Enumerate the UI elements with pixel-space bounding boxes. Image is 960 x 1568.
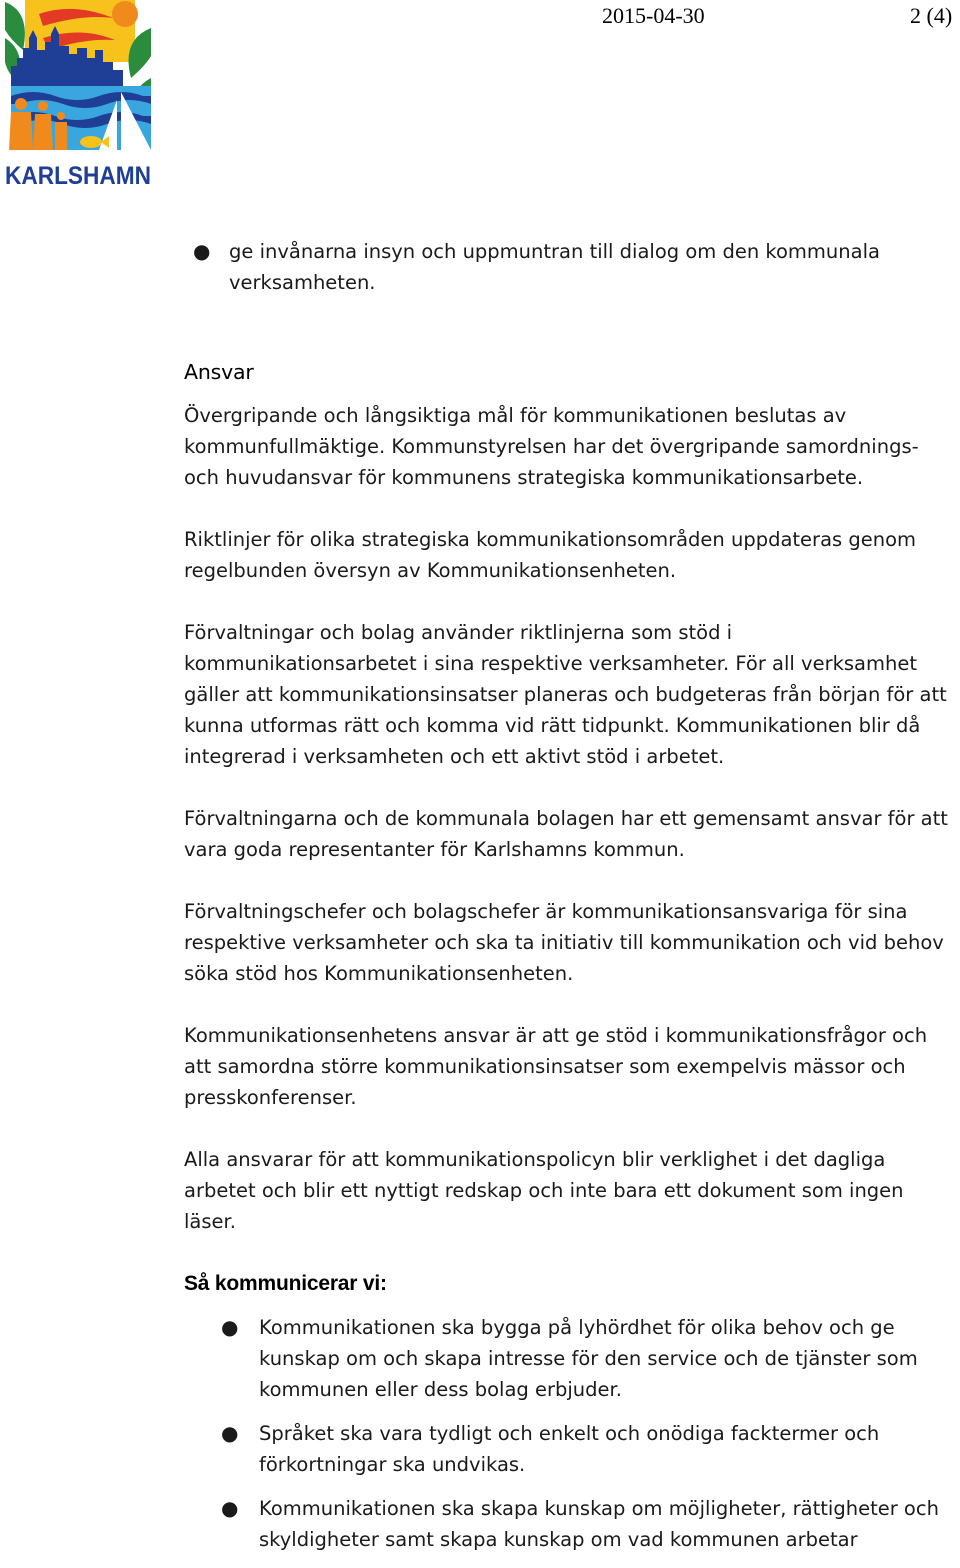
bullet-icon: ● xyxy=(221,1421,239,1445)
paragraph: Förvaltningschefer och bolagschefer är kommunikationsansvariga för sina respektive verksamheter och ska ta initiativ till kommunikation och vid behov söka stöd hos Kommunikationsenheten. xyxy=(184,900,944,985)
karlshamn-logo xyxy=(3,0,153,188)
paragraph: Riktlinjer för olika strategiska kommunikationsområden uppdateras genom regelbunden översyn av Kommunikationsenheten. xyxy=(184,528,917,582)
list-item xyxy=(184,236,959,298)
list-item xyxy=(184,1312,959,1405)
paragraph: Övergripande och långsiktiga mål för kommunikationen beslutas av kommunfullmäktige. Kommunstyrelsen har det övergripande samordnings- och huvudansvar för kommunens strategiska kommunikationsarbete. xyxy=(184,404,919,489)
list-item-text: Kommunikationen ska skapa kunskap om möjligheter, rättigheter och skyldigheter samt skapa kunskap om vad kommunen arbetar xyxy=(259,1497,939,1551)
logo-text: KARLSHAMN xyxy=(5,162,151,188)
list-item-text: Kommunikationen ska bygga på lyhördhet för olika behov och ge kunskap om och skapa intresse för den service och de tjänster som kommunen eller dess bolag erbjuder. xyxy=(259,1316,918,1401)
section-heading-ansvar: Ansvar xyxy=(184,360,254,384)
bullet-icon: ● xyxy=(193,239,211,263)
document-date: 2015-04-30 xyxy=(602,3,705,28)
list-item-text: ge invånarna insyn och uppmuntran till dialog om den kommunala verksamheten. xyxy=(229,240,880,294)
communication-principles-list xyxy=(184,1312,959,1555)
list-item xyxy=(184,1418,959,1480)
paragraph: Kommunikationsenhetens ansvar är att ge stöd i kommunikationsfrågor och att samordna större kommunikationsinsatser som exempelvis mässor och presskonferenser. xyxy=(184,1024,928,1109)
intro-list xyxy=(184,236,959,298)
bullet-icon: ● xyxy=(221,1496,239,1520)
bullet-icon: ● xyxy=(221,1315,239,1339)
section-heading-sa-kommunicerar-vi: Så kommunicerar vi: xyxy=(184,1272,387,1295)
list-item-text: Språket ska vara tydligt och enkelt och onödiga facktermer och förkortningar ska undvikas. xyxy=(259,1422,880,1476)
paragraph: Förvaltningarna och de kommunala bolagen har ett gemensamt ansvar för att vara goda representanter för Karlshamns kommun. xyxy=(184,807,948,861)
page-number: 2 (4) xyxy=(910,3,953,28)
document-body xyxy=(184,236,959,1568)
paragraph: Förvaltningar och bolag använder riktlinjerna som stöd i kommunikationsarbetet i sina respektive verksamheter. För all verksamhet gäller att kommunikationsinsatser planeras och budgeteras från början för att kunna utformas rätt och komma vid rätt tidpunkt. Kommunikationen blir då integrerad i verksamheten och ett aktivt stöd i arbetet. xyxy=(184,621,947,768)
paragraph: Alla ansvarar för att kommunikationspolicyn blir verklighet i det dagliga arbetet och blir ett nyttigt redskap och inte bara ett dokument som ingen läser. xyxy=(184,1148,904,1233)
list-item xyxy=(184,1493,959,1555)
